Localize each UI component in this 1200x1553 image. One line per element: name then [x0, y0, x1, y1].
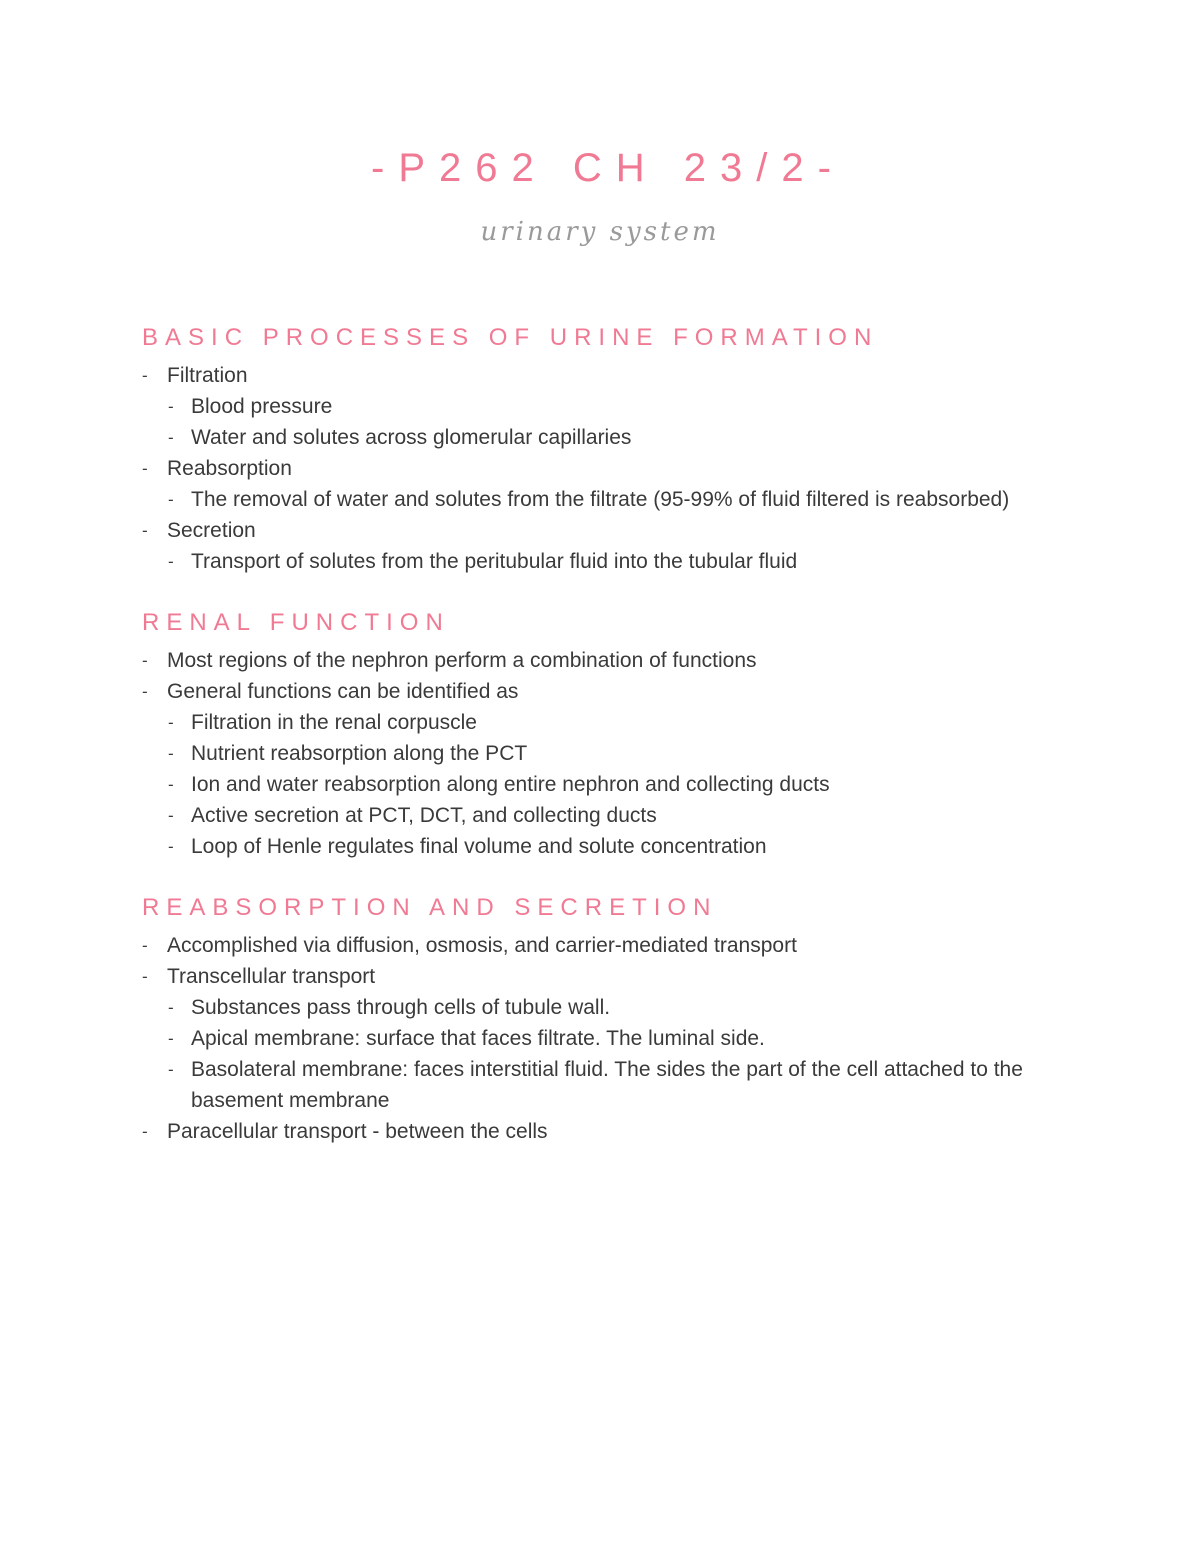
- sub-list-item: [142, 422, 1042, 453]
- bullet-dash-icon: -: [168, 998, 174, 1017]
- bullet-dash-icon: -: [168, 1029, 174, 1048]
- list-item-text: Secretion: [167, 519, 256, 542]
- notes-content: [142, 318, 1042, 1173]
- bullet-list: [142, 360, 1042, 577]
- bullet-dash-icon: -: [142, 1122, 148, 1141]
- bullet-dash-icon: -: [168, 713, 174, 732]
- bullet-dash-icon: -: [168, 552, 174, 571]
- list-item: [142, 1116, 1042, 1147]
- list-item: [142, 930, 1042, 961]
- list-item-text: Apical membrane: surface that faces filtrate. The luminal side.: [191, 1027, 765, 1050]
- section: [142, 603, 1042, 862]
- list-item: [142, 453, 1042, 484]
- sub-list-item: [142, 769, 1042, 800]
- bullet-dash-icon: -: [142, 366, 148, 385]
- bullet-dash-icon: -: [168, 490, 174, 509]
- list-item-text: Ion and water reabsorption along entire nephron and collecting ducts: [191, 773, 830, 796]
- list-item-text: Water and solutes across glomerular capillaries: [191, 426, 632, 449]
- list-item-text: Paracellular transport - between the cells: [167, 1120, 548, 1143]
- bullet-dash-icon: -: [142, 651, 148, 670]
- section: [142, 888, 1042, 1147]
- bullet-dash-icon: -: [168, 837, 174, 856]
- list-item-text: Filtration: [167, 364, 248, 387]
- list-item-text: Most regions of the nephron perform a combination of functions: [167, 649, 757, 672]
- bullet-dash-icon: -: [142, 459, 148, 478]
- bullet-dash-icon: -: [142, 682, 148, 701]
- page-title: -P262 CH 23/2-: [371, 146, 845, 190]
- list-item-text: Loop of Henle regulates final volume and solute concentration: [191, 835, 767, 858]
- sub-list-item: [142, 484, 1042, 515]
- sub-list-item: [142, 391, 1042, 422]
- list-item-text: Accomplished via diffusion, osmosis, and carrier-mediated transport: [167, 934, 797, 957]
- list-item-text: Reabsorption: [167, 457, 292, 480]
- list-item-text: Filtration in the renal corpuscle: [191, 711, 477, 734]
- section: [142, 318, 1042, 577]
- list-item-text: Transport of solutes from the peritubular fluid into the tubular fluid: [191, 550, 798, 573]
- list-item-text: Transcellular transport: [167, 965, 376, 988]
- list-item-text: Basolateral membrane: faces interstitial fluid. The sides the part of the cell attached to the basement membrane: [191, 1058, 1023, 1112]
- bullet-dash-icon: -: [142, 936, 148, 955]
- sub-list-item: [142, 831, 1042, 862]
- bullet-dash-icon: -: [168, 744, 174, 763]
- section-heading: REABSORPTION AND SECRETION: [142, 894, 718, 921]
- page-subtitle: urinary system: [480, 217, 720, 247]
- section-heading: RENAL FUNCTION: [142, 609, 450, 636]
- list-item-text: Substances pass through cells of tubule wall.: [191, 996, 611, 1019]
- sub-list-item: [142, 992, 1042, 1023]
- bullet-dash-icon: -: [168, 1060, 174, 1079]
- bullet-list: [142, 645, 1042, 862]
- sub-list-item: [142, 1023, 1042, 1054]
- bullet-dash-icon: -: [142, 521, 148, 540]
- sub-list-item: [142, 707, 1042, 738]
- bullet-list: [142, 930, 1042, 1147]
- section-heading: BASIC PROCESSES OF URINE FORMATION: [142, 324, 879, 351]
- bullet-dash-icon: -: [168, 397, 174, 416]
- sub-list-item: [142, 546, 1042, 577]
- list-item-text: Nutrient reabsorption along the PCT: [191, 742, 528, 765]
- bullet-dash-icon: -: [142, 967, 148, 986]
- sub-list-item: [142, 1054, 1042, 1116]
- bullet-dash-icon: -: [168, 428, 174, 447]
- list-item-text: The removal of water and solutes from the filtrate (95-99% of fluid filtered is reabsorbed): [191, 488, 1010, 511]
- list-item: [142, 676, 1042, 707]
- list-item-text: Blood pressure: [191, 395, 333, 418]
- list-item: [142, 645, 1042, 676]
- bullet-dash-icon: -: [168, 775, 174, 794]
- list-item-text: General functions can be identified as: [167, 680, 519, 703]
- list-item: [142, 360, 1042, 391]
- sub-list-item: [142, 738, 1042, 769]
- bullet-dash-icon: -: [168, 806, 174, 825]
- sub-list-item: [142, 800, 1042, 831]
- list-item: [142, 961, 1042, 992]
- list-item: [142, 515, 1042, 546]
- list-item-text: Active secretion at PCT, DCT, and collecting ducts: [191, 804, 657, 827]
